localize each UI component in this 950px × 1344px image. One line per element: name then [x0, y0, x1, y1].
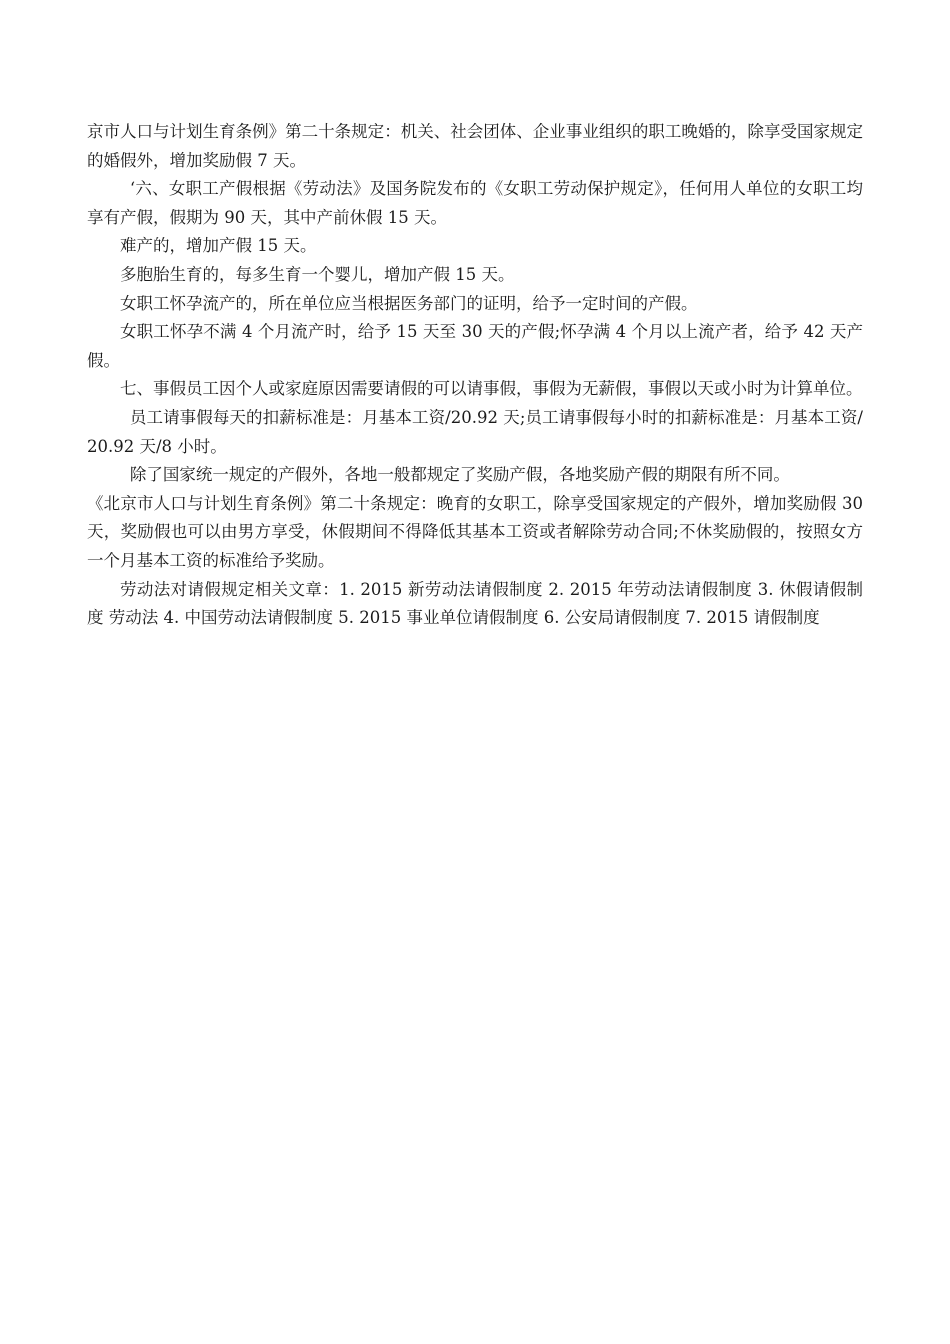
document-body — [87, 118, 863, 633]
paragraph-miscarriage: 女职工怀孕流产的，所在单位应当根据医务部门的证明，给予一定时间的产假。 — [120, 293, 698, 313]
paragraph-related-articles: 劳动法对请假规定相关文章：1. 2015 新劳动法请假制度 2. 2015 年劳动法请假制度 3. 休假请假制度 劳动法 4. 中国劳动法请假制度 5. 2015 事业单位请假制度 6. 公安局请假制度 7. 2015 请假制度 — [87, 579, 863, 628]
paragraph-difficult-birth: 难产的，增加产假 15 天。 — [120, 236, 317, 256]
paragraph-multiple-birth: 多胞胎生育的，每多生育一个婴儿，增加产假 15 天。 — [120, 264, 515, 284]
paragraph-salary-deduction: 员工请事假每天的扣薪标准是：月基本工资/20.92 天;员工请事假每小时的扣薪标准是：月基本工资/20.92 天/8 小时。 — [87, 407, 863, 456]
paragraph-reward-maternity: 除了国家统一规定的产假外，各地一般都规定了奖励产假，各地奖励产假的期限有所不同。 — [129, 465, 790, 485]
paragraph-marriage-leave: 京市人口与计划生育条例》第二十条规定：机关、社会团体、企业事业组织的职工晚婚的，除享受国家规定的婚假外，增加奖励假 7 天。 — [87, 122, 863, 170]
paragraph-maternity-leave: ‘六、女职工产假根据《劳动法》及国务院发布的《女职工劳动保护规定》，任何用人单位的女职工均享有产假，假期为 90 天，其中产前休假 15 天。 — [87, 179, 863, 227]
paragraph-miscarriage-duration: 女职工怀孕不满 4 个月流产时，给予 15 天至 30 天的产假;怀孕满 4 个月以上流产者，给予 42 天产假。 — [87, 322, 863, 370]
paragraph-beijing-regulation: 《北京市人口与计划生育条例》第二十条规定：晚育的女职工，除享受国家规定的产假外，增加奖励假 30 天，奖励假也可以由男方享受，休假期间不得降低其基本工资或者解除劳动合同;不休奖励假的，按照女方一个月基本工资的标准给予奖励。 — [87, 493, 863, 570]
paragraph-personal-leave: 七、事假员工因个人或家庭原因需要请假的可以请事假，事假为无薪假，事假以天或小时为计算单位。 — [120, 379, 863, 399]
